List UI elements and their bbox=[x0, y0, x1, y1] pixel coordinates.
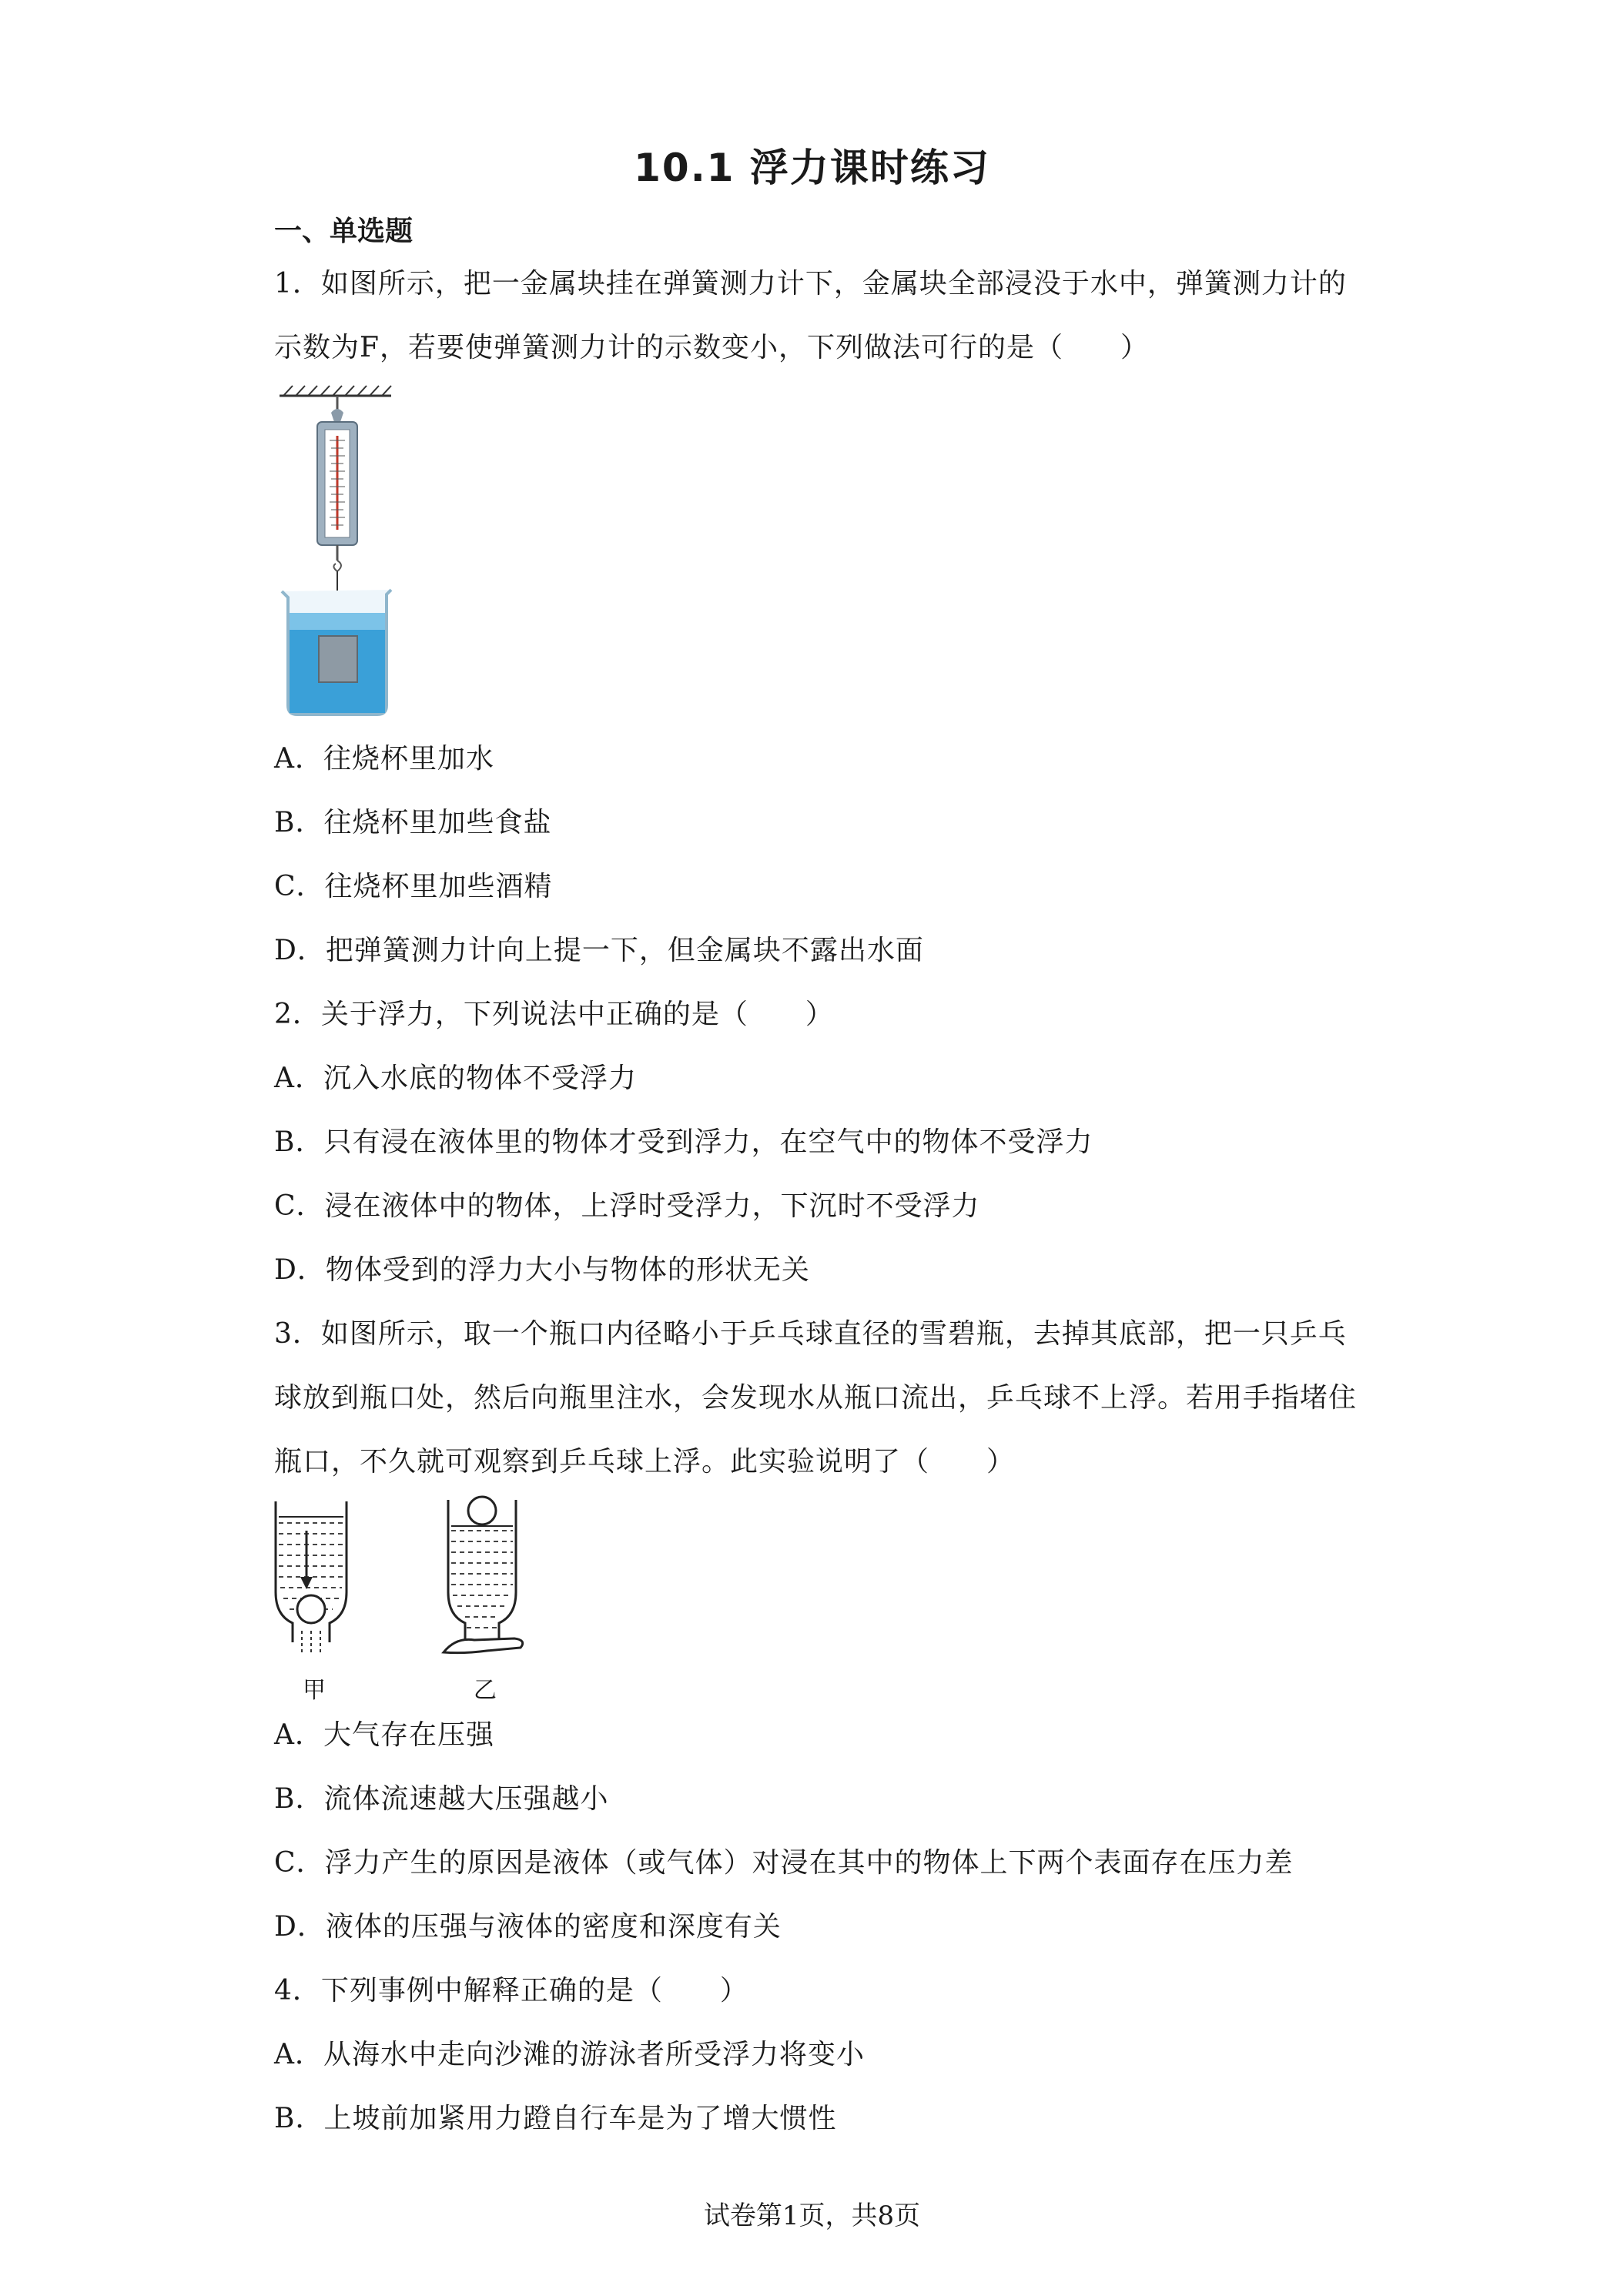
q1-option-d: D．把弹簧测力计向上提一下，但金属块不露出水面 bbox=[274, 935, 924, 966]
q1-stem-line-2: 示数为F，若要使弹簧测力计的示数变小，下列做法可行的是（ ） bbox=[274, 332, 1149, 363]
q3-option-a: A．大气存在压强 bbox=[274, 1719, 494, 1751]
q3-stem-line-1: 3．如图所示，取一个瓶口内径略小于乒乓球直径的雪碧瓶，去掉其底部，把一只乒乓 bbox=[274, 1318, 1347, 1350]
q3-option-c: C．浮力产生的原因是液体（或气体）对浸在其中的物体上下两个表面存在压力差 bbox=[274, 1847, 1294, 1879]
figure-label-yi: 乙 bbox=[474, 1677, 497, 1704]
q4-option-a: A．从海水中走向沙滩的游泳者所受浮力将变小 bbox=[274, 2039, 865, 2070]
q2-option-a: A．沉入水底的物体不受浮力 bbox=[274, 1063, 637, 1094]
q2-stem: 2．关于浮力，下列说法中正确的是（ ） bbox=[274, 999, 834, 1030]
q3-stem-line-2: 球放到瓶口处，然后向瓶里注水，会发现水从瓶口流出，乒乓球不上浮。若用手指堵住 bbox=[274, 1382, 1358, 1414]
figure-label-jia: 甲 bbox=[303, 1677, 326, 1704]
q1-option-c: C．往烧杯里加些酒精 bbox=[274, 871, 553, 902]
page-footer: 试卷第1页，共8页 bbox=[703, 2201, 921, 2231]
bottle-ball-figure-jia bbox=[270, 1500, 354, 1654]
q2-option-c: C．浸在液体中的物体，上浮时受浮力，下沉时不受浮力 bbox=[274, 1190, 980, 1222]
spring-scale-beaker-figure bbox=[276, 382, 399, 721]
q3-option-d: D．液体的压强与液体的密度和深度有关 bbox=[274, 1911, 782, 1943]
q2-option-b: B．只有浸在液体里的物体才受到浮力，在空气中的物体不受浮力 bbox=[274, 1126, 1093, 1158]
q4-option-b: B．上坡前加紧用力蹬自行车是为了增大惯性 bbox=[274, 2103, 837, 2134]
q3-option-b: B．流体流速越大压强越小 bbox=[274, 1783, 609, 1815]
q1-stem-line-1: 1．如图所示，把一金属块挂在弹簧测力计下，金属块全部浸没于水中，弹簧测力计的 bbox=[274, 268, 1347, 300]
bottle-ball-figure-yi bbox=[440, 1494, 533, 1655]
q2-option-d: D．物体受到的浮力大小与物体的形状无关 bbox=[274, 1254, 810, 1286]
q3-stem-line-3: 瓶口，不久就可观察到乒乓球上浮。此实验说明了（ ） bbox=[274, 1446, 1016, 1478]
q4-stem: 4．下列事例中解释正确的是（ ） bbox=[274, 1975, 748, 2006]
page-title: 10.1 浮力课时练习 bbox=[634, 146, 990, 190]
section-heading: 一、单选题 bbox=[274, 216, 414, 247]
q1-option-b: B．往烧杯里加些食盐 bbox=[274, 807, 552, 838]
q1-option-a: A．往烧杯里加水 bbox=[274, 743, 494, 775]
